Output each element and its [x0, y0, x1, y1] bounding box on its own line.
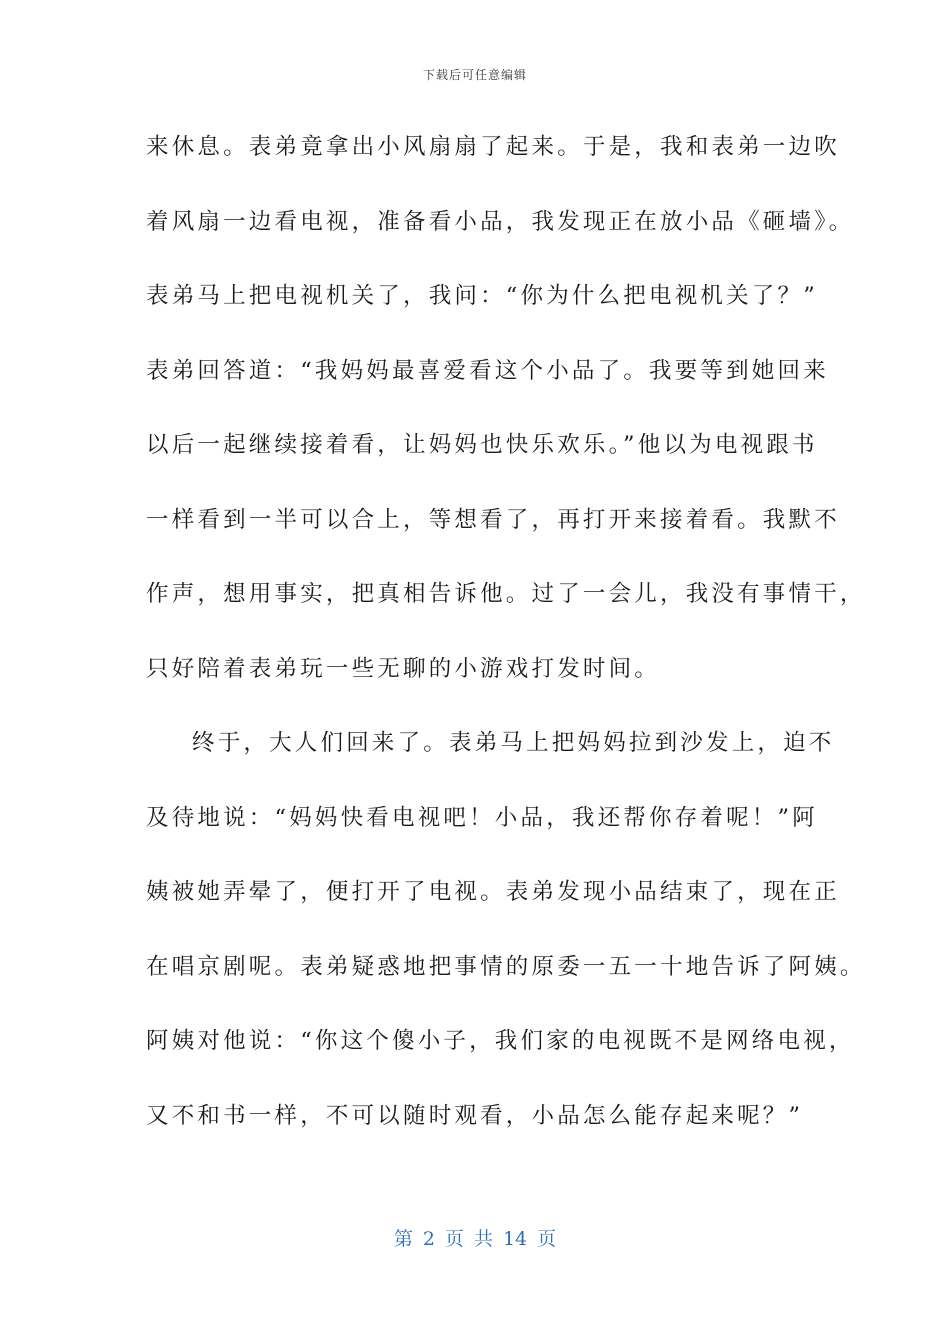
text-line: 表弟马上把电视机关了，我问：“你为什么把电视机关了？” [146, 283, 818, 309]
text-line: 姨被她弄晕了，便打开了电视。表弟发现小品结束了，现在正 [146, 879, 840, 905]
text-line: 以后一起继续接着看，让妈妈也快乐欢乐。”他以为电视跟书 [146, 432, 818, 458]
text-line: 又不和书一样，不可以随时观看，小品怎么能存起来呢？” [146, 1102, 804, 1129]
text-line: 只好陪着表弟玩一些无聊的小游戏打发时间。 [146, 655, 661, 682]
text-line: 在唱京剧呢。表弟疑惑地把事情的原委一五一十地告诉了阿姨。 [146, 953, 866, 980]
paragraph-start-line: 终于，大人们回来了。表弟马上把妈妈拉到沙发上，迫不 [192, 730, 835, 756]
text-line: 作声，想用事实，把真相告诉他。过了一会儿，我没有事情干， [146, 581, 866, 607]
footer-suffix: 页 [537, 1228, 557, 1250]
page-header: 下载后可任意编辑 [422, 68, 527, 82]
footer-middle: 页 共 [444, 1228, 493, 1250]
text-line: 及待地说：“妈妈快看电视吧！小品，我还帮你存着呢！”阿 [146, 804, 818, 831]
current-page-number: 2 [422, 1228, 435, 1250]
text-line: 阿姨对他说：“你这个傻小子，我们家的电视既不是网络电视， [146, 1028, 855, 1054]
body-text [146, 124, 866, 1167]
footer-prefix: 第 [393, 1228, 413, 1250]
text-line: 来休息。表弟竟拿出小风扇扇了起来。于是，我和表弟一边吹 [146, 134, 840, 160]
total-page-count: 14 [502, 1228, 528, 1250]
text-line: 表弟回答道：“我妈妈最喜爱看这个小品了。我要等到她回来 [146, 357, 829, 384]
text-line: 一样看到一半可以合上，等想看了，再打开来接着看。我默不 [146, 506, 840, 533]
page-number-footer [0, 1224, 950, 1251]
text-line: 着风扇一边看电视，准备看小品，我发现正在放小品《砸墙》。 [146, 208, 855, 235]
